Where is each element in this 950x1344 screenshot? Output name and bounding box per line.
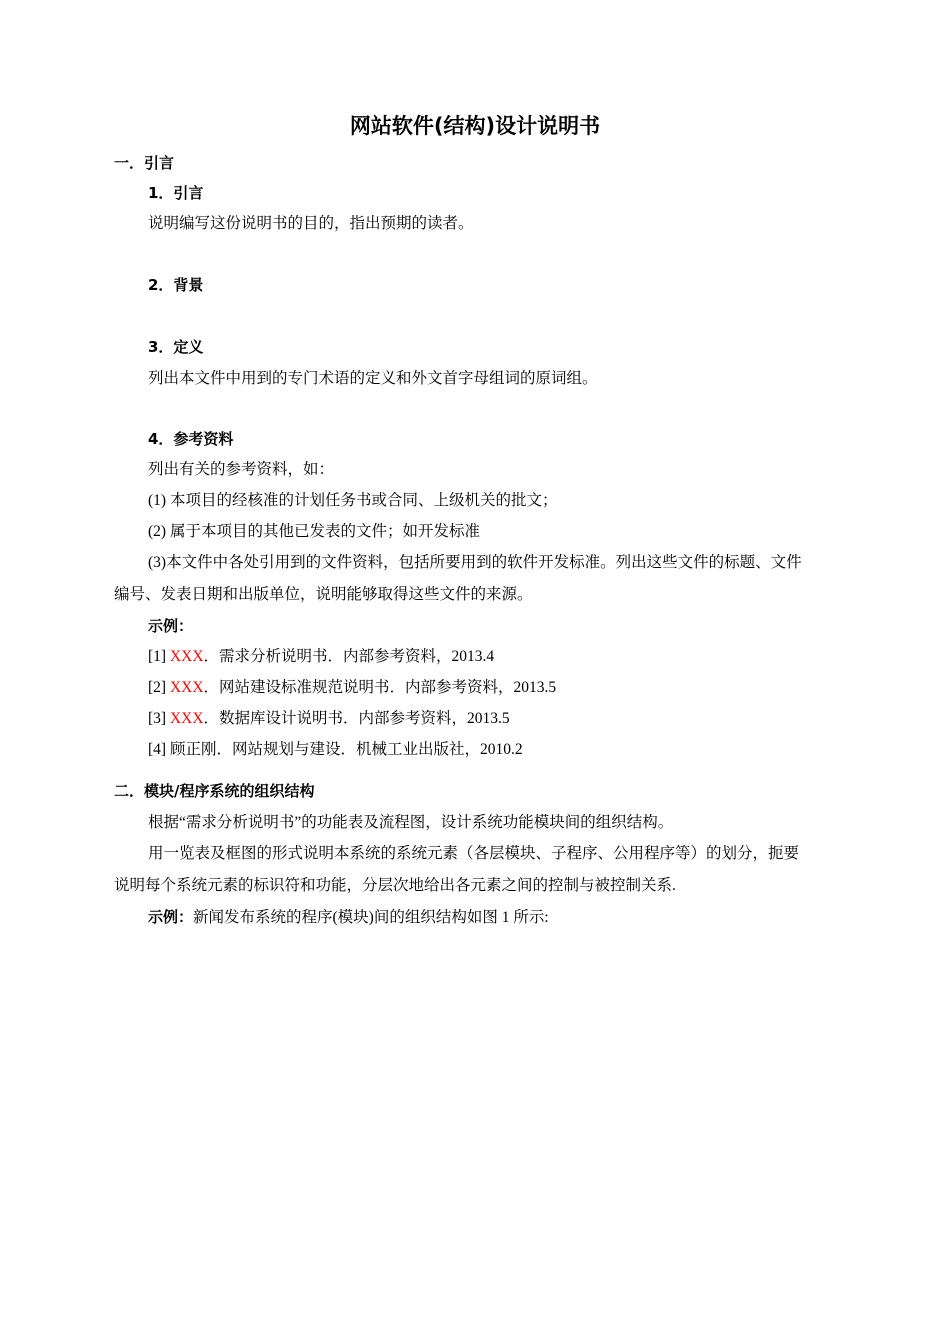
reference-item-1: (1) 本项目的经核准的计划任务书或合同、上级机关的批文；	[148, 492, 558, 509]
module-example-label: 示例：	[148, 908, 194, 926]
example-ref-3	[148, 708, 510, 730]
ref-details: ．网站规划与建设．机械工业出版社，2010.2	[216, 741, 523, 758]
ref-author: XXX	[169, 648, 204, 665]
ref-number: [1]	[148, 648, 170, 665]
example-ref-4	[148, 739, 523, 761]
ref-number: [2]	[148, 679, 170, 696]
module-example	[148, 906, 549, 929]
example-ref-2	[148, 677, 556, 699]
definitions-paragraph: 列出本文件中用到的专门术语的定义和外文首字母组词的原词组。	[148, 370, 598, 387]
section-heading-intro: 一．引言	[114, 154, 175, 172]
module-paragraph-2-line-2: 说明每个系统元素的标识符和功能，分层次地给出各元素之间的控制与被控制关系.	[114, 877, 676, 894]
ref-number: [3]	[148, 710, 170, 727]
ref-author: XXX	[169, 679, 204, 696]
ref-details: ．需求分析说明书．内部参考资料，2013.4	[203, 648, 495, 665]
reference-item-2: (2) 属于本项目的其他已发表的文件；如开发标准	[148, 523, 480, 540]
ref-author: 顾正刚	[169, 741, 217, 758]
subsection-heading-background: 2．背景	[148, 276, 204, 294]
section-heading-module-structure: 二．模块/程序系统的组织结构	[114, 782, 315, 800]
subsection-heading-intro: 1．引言	[148, 184, 204, 202]
document-title: 网站软件(结构)设计说明书	[349, 114, 601, 138]
subsection-heading-definitions: 3．定义	[148, 338, 204, 356]
intro-paragraph: 说明编写这份说明书的目的，指出预期的读者。	[148, 215, 474, 232]
module-paragraph-2-line-1: 用一览表及框图的形式说明本系统的系统元素（各层模块、子程序、公用程序等）的划分，扼要	[148, 845, 800, 862]
ref-details: ．数据库设计说明书．内部参考资料，2013.5	[203, 710, 510, 727]
module-paragraph-1: 根据“需求分析说明书”的功能表及流程图，设计系统功能模块间的组织结构。	[148, 814, 674, 831]
ref-number: [4]	[148, 741, 170, 758]
example-label: 示例：	[148, 617, 194, 635]
reference-item-3-line-2: 编号、发表日期和出版单位，说明能够取得这些文件的来源。	[114, 586, 533, 603]
subsection-heading-references: 4．参考资料	[148, 430, 234, 448]
references-intro: 列出有关的参考资料，如：	[148, 461, 335, 478]
module-example-text: 新闻发布系统的程序(模块)间的组织结构如图 1 所示:	[193, 909, 549, 926]
reference-item-3-line-1: (3)本文件中各处引用到的文件资料，包括所要用到的软件开发标准。列出这些文件的标题、文件	[148, 554, 802, 571]
example-ref-1	[148, 646, 494, 668]
ref-author: XXX	[169, 710, 204, 727]
ref-details: ．网站建设标准规范说明书．内部参考资料，2013.5	[203, 679, 557, 696]
